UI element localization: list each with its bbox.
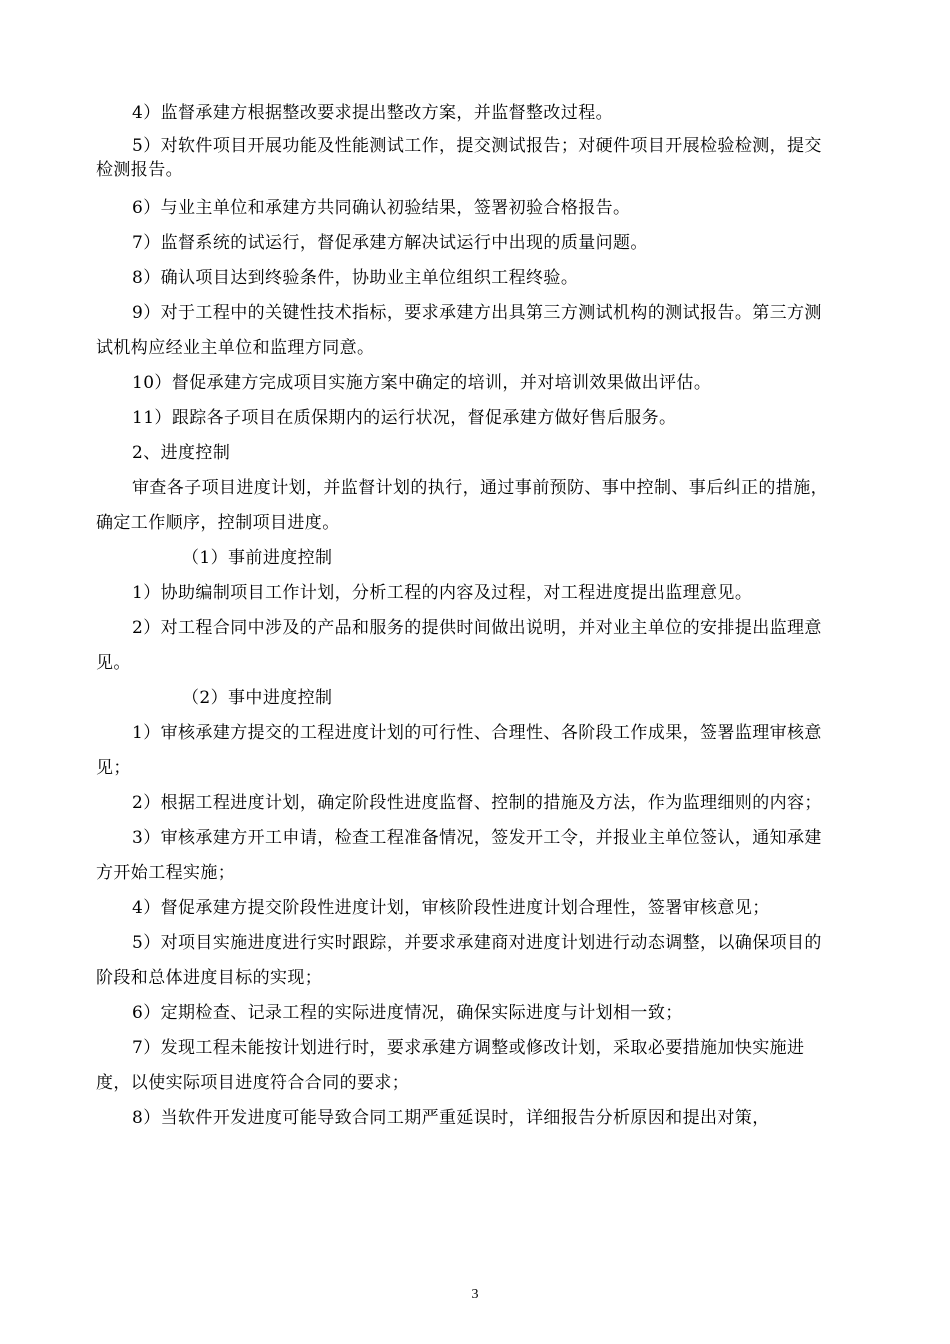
- paragraph-in-4: 4）督促承建方提交阶段性进度计划，审核阶段性进度计划合理性，签署审核意见；: [132, 898, 770, 918]
- body-text: [96, 96, 838, 1136]
- paragraph-progress-intro: 审查各子项目进度计划，并监督计划的执行，通过事前预防、事中控制、事后纠正的措施，确定工作顺序，控制项目进度。: [96, 478, 828, 533]
- subheading-pre-control: （1）事前进度控制: [182, 548, 333, 568]
- paragraph-quality-8: 8）确认项目达到终验条件，协助业主单位组织工程终验。: [132, 268, 579, 288]
- paragraph-pre-2: 2）对工程合同中涉及的产品和服务的提供时间做出说明，并对业主单位的安排提出监理意见。: [96, 618, 822, 673]
- paragraph-in-1: 1）审核承建方提交的工程进度计划的可行性、合理性、各阶段工作成果，签署监理审核意见；: [96, 723, 822, 778]
- paragraph-quality-5: 5）对软件项目开展功能及性能测试工作，提交测试报告；对硬件项目开展检验检测，提交检测报告。: [96, 136, 822, 180]
- section-heading-progress: 2、进度控制: [132, 443, 231, 463]
- paragraph-in-3: 3）审核承建方开工申请，检查工程准备情况，签发开工令，并报业主单位签认，通知承建方开始工程实施；: [96, 828, 822, 883]
- paragraph-quality-7: 7）监督系统的试运行，督促承建方解决试运行中出现的质量问题。: [132, 233, 648, 253]
- paragraph-in-6: 6）定期检查、记录工程的实际进度情况，确保实际进度与计划相一致；: [132, 1003, 683, 1023]
- page-number: 3: [471, 1287, 479, 1302]
- subheading-in-control: （2）事中进度控制: [182, 688, 333, 708]
- paragraph-pre-1: 1）协助编制项目工作计划，分析工程的内容及过程，对工程进度提出监理意见。: [132, 583, 753, 603]
- paragraph-in-8: 8）当软件开发进度可能导致合同工期严重延误时，详细报告分析原因和提出对策，: [132, 1108, 770, 1128]
- paragraph-quality-11: 11）跟踪各子项目在质保期内的运行状况，督促承建方做好售后服务。: [132, 408, 677, 428]
- paragraph-quality-10: 10）督促承建方完成项目实施方案中确定的培训，并对培训效果做出评估。: [132, 373, 712, 393]
- paragraph-in-5: 5）对项目实施进度进行实时跟踪，并要求承建商对进度计划进行动态调整，以确保项目的阶段和总体进度目标的实现；: [96, 933, 822, 988]
- paragraph-quality-4: 4）监督承建方根据整改要求提出整改方案，并监督整改过程。: [132, 103, 614, 123]
- paragraph-in-7: 7）发现工程未能按计划进行时，要求承建方调整或修改计划，采取必要措施加快实施进度，以使实际项目进度符合合同的要求；: [96, 1038, 805, 1093]
- paragraph-in-2: 2）根据工程进度计划，确定阶段性进度监督、控制的措施及方法，作为监理细则的内容；: [132, 793, 822, 813]
- paragraph-quality-6: 6）与业主单位和承建方共同确认初验结果，签署初验合格报告。: [132, 198, 631, 218]
- paragraph-quality-9: 9）对于工程中的关键性技术指标，要求承建方出具第三方测试机构的测试报告。第三方测试机构应经业主单位和监理方同意。: [96, 303, 822, 358]
